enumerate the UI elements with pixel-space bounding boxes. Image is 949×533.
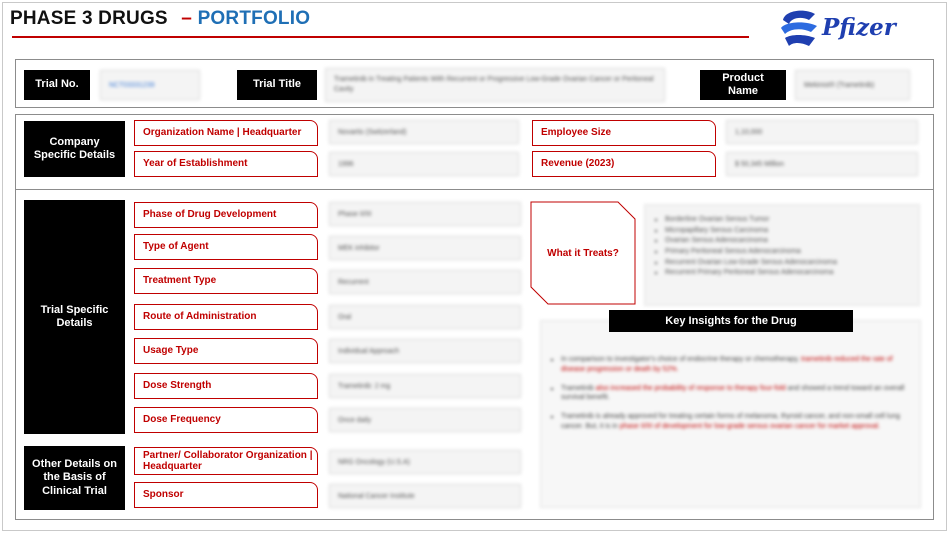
treats-item: ▪ Micropapillary Serous Carcinoma	[665, 226, 907, 237]
product-name-label: Product Name	[700, 70, 786, 100]
insight-item	[561, 384, 908, 404]
key-insights-heading: Key Insights for the Drug	[609, 310, 853, 332]
employee-value: 1,10,000	[726, 120, 918, 144]
trial-section-label: Trial Specific Details	[24, 200, 125, 434]
insight-highlight: phase II/III of development for low-grade serous ovarian cancer for market approval.	[619, 422, 881, 430]
insight-highlight: also increased the probability of response to therapy four-fold	[595, 384, 786, 392]
key-insights-box	[540, 320, 921, 508]
revenue-label: Revenue (2023)	[532, 151, 716, 177]
dose-frequency-label: Dose Frequency	[134, 407, 318, 433]
title-main: PHASE 3 DRUGS	[10, 8, 168, 29]
route-label: Route of Administration	[134, 304, 318, 330]
product-name-value: Mekinist® (Trametinib)	[795, 70, 910, 100]
treats-item: ▪ Recurrent Ovarian Low-Grade Serous Adenocarcinoma	[665, 258, 907, 269]
partner-label: Partner/ Collaborator Organization | Headquarter	[134, 447, 318, 475]
treats-item: ▪ Ovarian Serous Adenocarcinoma	[665, 236, 907, 247]
what-it-treats-box	[530, 201, 636, 305]
insight-text: Trametinib is already approved for treating certain forms of melanoma, thyroid cancer, and non-small cell lung cancer. But, it is in	[561, 413, 901, 430]
company-section-label: Company Specific Details	[24, 121, 125, 177]
year-label: Year of Establishment	[134, 151, 318, 177]
org-value: Novartis (Switzerland)	[329, 120, 519, 144]
treatment-type-value: Recurrent	[329, 270, 521, 294]
trial-no-value: NCT03331239	[100, 70, 200, 100]
insight-item	[561, 412, 908, 432]
phase-value: Phase II/III	[329, 202, 521, 226]
sponsor-label: Sponsor	[134, 482, 318, 508]
insight-text: Trametinib	[561, 384, 596, 392]
insight-item	[561, 355, 908, 375]
treats-item: ▪ Recurrent Primary Peritoneal Serous Adenocarcinoma	[665, 268, 907, 279]
employee-label: Employee Size	[532, 120, 716, 146]
partner-value: NRG Oncology (U.S.A)	[329, 450, 521, 474]
treats-label: What it Treats?	[547, 247, 619, 259]
agent-type-value: MEK inhibitor	[329, 236, 521, 260]
treatment-type-label: Treatment Type	[134, 268, 318, 294]
dose-frequency-value: Once daily	[329, 408, 521, 432]
usage-type-value: Individual Approach	[329, 339, 521, 363]
title-underline	[12, 36, 749, 38]
dose-strength-label: Dose Strength	[134, 373, 318, 399]
trial-title-label: Trial Title	[237, 70, 317, 100]
treats-item: ▪ Primary Peritoneal Serous Adenocarcinoma	[665, 247, 907, 258]
dose-strength-value: Trametinib: 2 mg	[329, 374, 521, 398]
trial-title-value: Trametinib in Treating Patients With Recurrent or Progressive Low-Grade Ovarian Cancer or Peritoneal Cavity	[325, 68, 665, 102]
logo-text: Pfizer	[822, 14, 896, 41]
usage-type-label: Usage Type	[134, 338, 318, 364]
insight-text: In comparison to investigator's choice of endocrine therapy or chemotherapy,	[561, 356, 802, 363]
section-divider	[15, 189, 934, 190]
trial-no-label: Trial No.	[24, 70, 90, 100]
route-value: Oral	[329, 305, 521, 329]
treats-item: ▪ Borderline Ovarian Serous Tumor	[665, 215, 907, 226]
revenue-value: $ 50,345 Million	[726, 152, 918, 176]
insight-tail: and showed a trend toward an overall survival benefit.	[561, 384, 905, 402]
phase-label: Phase of Drug Development	[134, 202, 318, 228]
title-dash: –	[181, 8, 193, 29]
year-value: 1996	[329, 152, 519, 176]
agent-type-label: Type of Agent	[134, 234, 318, 260]
page-title	[10, 8, 310, 30]
treats-list	[644, 204, 920, 306]
sponsor-value: National Cancer Institute	[329, 484, 521, 508]
other-section-label: Other Details on the Basis of Clinical Trial	[24, 446, 125, 510]
org-label: Organization Name | Headquarter	[134, 120, 318, 146]
title-sub: PORTFOLIO	[197, 8, 311, 29]
insight-highlight: trametinib reduced the rate of disease progression or death by 52%.	[561, 356, 893, 373]
